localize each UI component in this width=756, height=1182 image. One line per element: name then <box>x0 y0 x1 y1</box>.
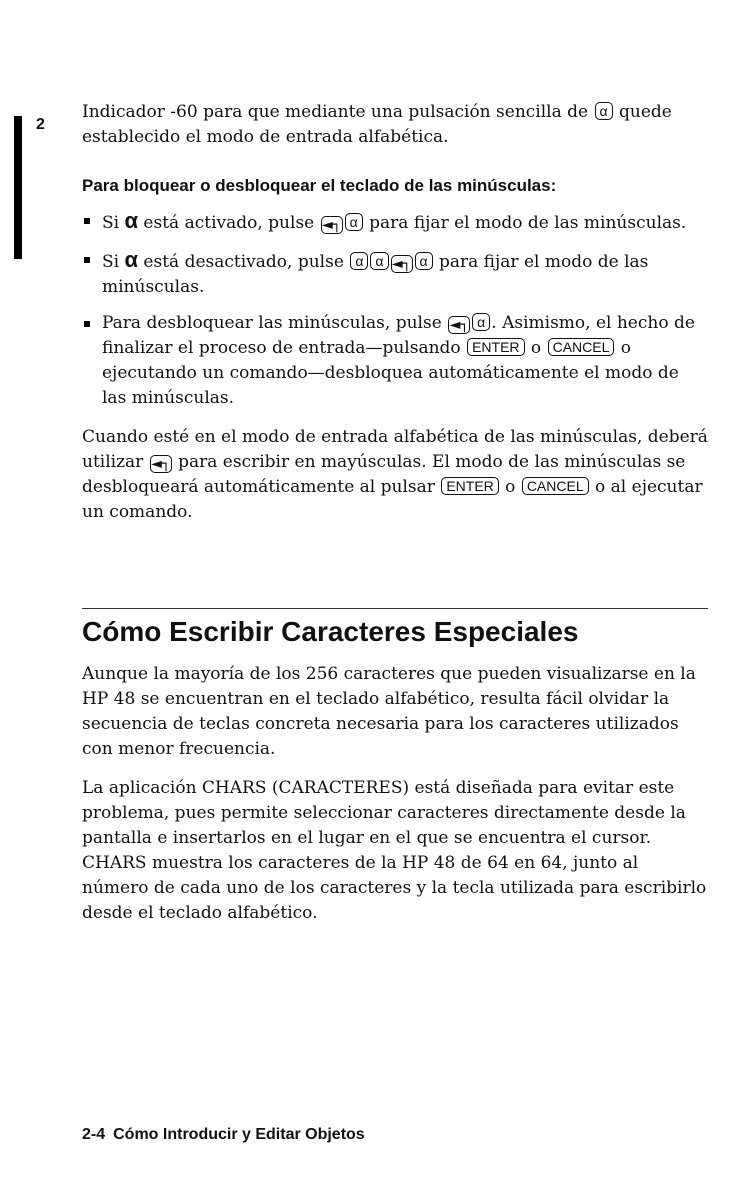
b2-si: Si <box>102 252 125 272</box>
para2-text-c: o <box>499 477 521 497</box>
b1-text-b: para fijar el modo de las minúsculas. <box>363 213 687 233</box>
left-shift-key-icon: ◄┐ <box>449 317 469 333</box>
b3-text-d: o ejecutando un comando—desbloquea automáticamente el modo de las minúsculas. <box>102 338 679 408</box>
footer-title: Cómo Introducir y Editar Objetos <box>113 1126 365 1143</box>
intro-paragraph <box>82 100 708 150</box>
section-divider <box>82 608 708 609</box>
para2-text-d: o al ejecutar un comando. <box>82 477 703 522</box>
section-title: Cómo Escribir Caracteres Especiales <box>82 616 579 647</box>
cancel-key: CANCEL <box>548 338 615 356</box>
alpha-key: α <box>350 252 368 270</box>
list-item-3 <box>82 311 708 411</box>
b3-text-c: o <box>525 338 547 358</box>
alpha-key: α <box>472 313 490 331</box>
b1-text-a: está activado, pulse <box>138 213 320 233</box>
alpha-key: α <box>370 252 388 270</box>
cancel-key: CANCEL <box>522 477 589 495</box>
page-footer <box>82 1126 365 1144</box>
section-content <box>82 662 708 926</box>
left-shift-key-icon: ◄┐ <box>322 217 342 233</box>
enter-key: ENTER <box>467 338 524 356</box>
lowercase-lock-heading: Para bloquear o desbloquear el teclado de las minúsculas: <box>82 176 557 195</box>
section-paragraph-1: Aunque la mayoría de los 256 caracteres que pueden visualizarse en la HP 48 se encuentran en el teclado alfabético, resulta fácil olvidar la secuencia de teclas concreta necesaria para los caracteres utilizados con menor frecuencia. <box>82 664 696 759</box>
main-content <box>82 100 708 525</box>
alpha-key: α <box>415 252 433 270</box>
left-shift-key-icon: ◄┐ <box>151 456 171 472</box>
alpha-key: α <box>595 102 613 120</box>
alpha-indicator: α <box>124 208 139 233</box>
para2-text-b: para escribir en mayúsculas. El modo de las minúsculas se desbloqueará automáticamente al pulsar <box>82 452 686 497</box>
alpha-key: α <box>345 213 363 231</box>
lowercase-paragraph <box>82 425 708 525</box>
left-shift-key-icon: ◄┐ <box>391 256 412 272</box>
b3-text-b: . Asimismo, el hecho de finalizar el proceso de entrada—pulsando <box>102 313 695 358</box>
chapter-number: 2 <box>36 116 45 133</box>
page-number: 2-4 <box>82 1126 106 1143</box>
b1-si: Si <box>102 213 125 233</box>
intro-text-a: Indicador -60 para que mediante una pulsación sencilla de <box>82 102 594 122</box>
intro-text-b: quede establecido el modo de entrada alfabética. <box>82 102 672 147</box>
b2-text-b: para fijar el modo de las minúsculas. <box>102 252 649 297</box>
list-item-2 <box>82 247 708 300</box>
instruction-list <box>82 208 708 411</box>
b2-text-a: está desactivado, pulse <box>138 252 350 272</box>
alpha-indicator: α <box>124 247 139 272</box>
list-item-1 <box>82 208 708 236</box>
chapter-tab-bar <box>14 116 22 259</box>
section-paragraph-2: La aplicación CHARS (CARACTERES) está diseñada para evitar este problema, pues permite seleccionar caracteres directamente desde la pantalla e insertarlos en el lugar en el que se encuentra el cursor. CHARS muestra los caracteres de la HP 48 de 64 en 64, junto al número de cada uno de los caracteres y la tecla utilizada para escribirlo desde el teclado alfabético. <box>82 778 707 923</box>
para2-text-a: Cuando esté en el modo de entrada alfabética de las minúsculas, deberá utilizar <box>82 427 708 472</box>
b3-text-a: Para desbloquear las minúsculas, pulse <box>102 313 448 333</box>
enter-key: ENTER <box>441 477 498 495</box>
